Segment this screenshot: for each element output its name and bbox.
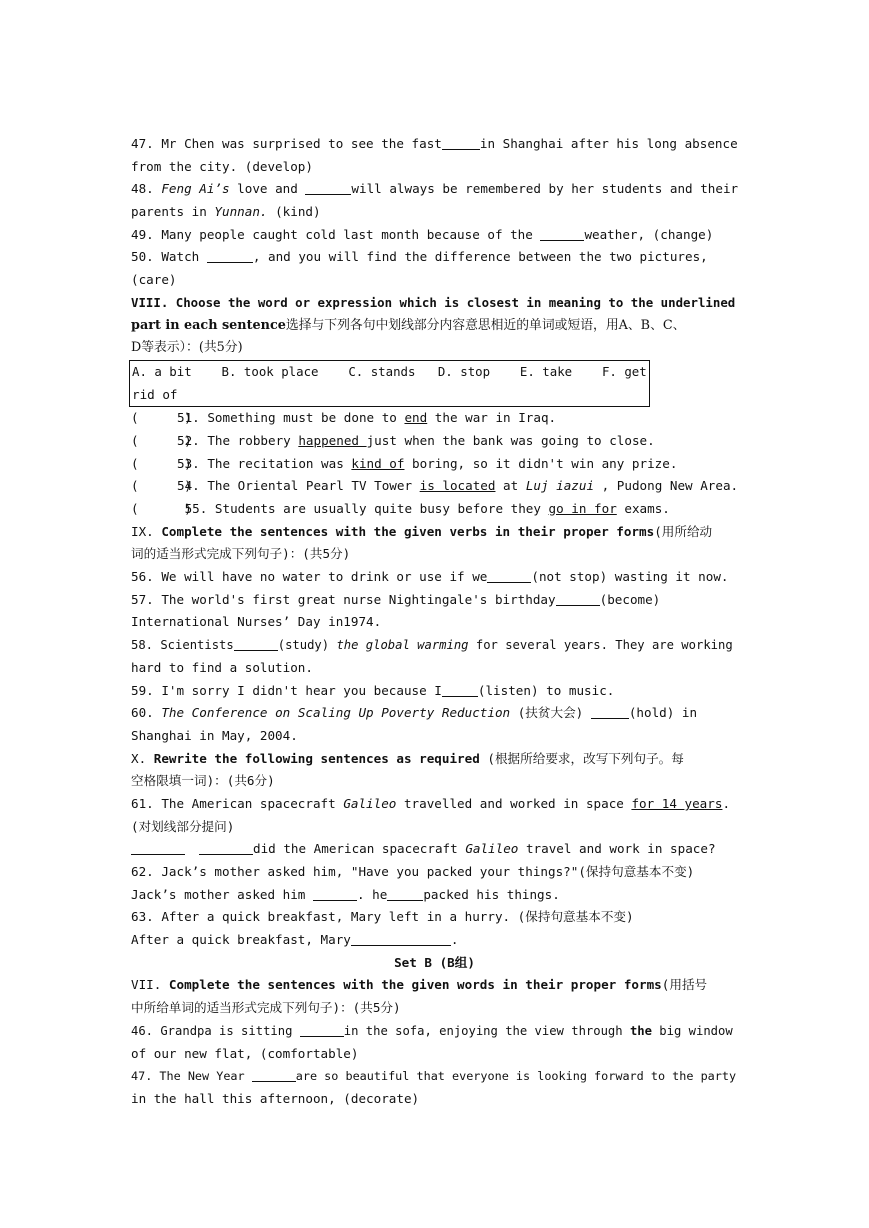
b46-line2: of our new flat, (comfortable) — [131, 1045, 359, 1061]
answer-blank[interactable] — [556, 591, 600, 606]
q47-line2: from the city. (develop) — [131, 158, 313, 174]
answer-blank[interactable] — [305, 180, 351, 195]
q61-line1: 61. The American spacecraft Galileo travelled and worked in space for 14 years. — [131, 795, 731, 811]
answer-blank[interactable] — [442, 682, 478, 697]
section-9-heading: IX. Complete the sentences with the given verbs in their proper forms(用所给动 — [131, 523, 713, 539]
answer-blank[interactable] — [591, 704, 629, 719]
answer-blank[interactable] — [351, 931, 451, 946]
section-7b-heading-line2: 中所给单词的适当形式完成下列句子)：(共5分) — [131, 1000, 401, 1016]
q61-line3: did the American spacecraft Galileo travel and work in space? — [131, 838, 738, 861]
answer-blank[interactable] — [300, 1022, 344, 1037]
q48-line2: parents in Yunnan. (kind) — [131, 204, 321, 220]
b47-line1: 47. The New Year are so beautiful that everyone is looking forward to the party — [131, 1069, 737, 1084]
q58-line1: 58. Scientists (study) the global warming for several years. They are working — [131, 638, 733, 653]
q50-line2: (care) — [131, 272, 177, 288]
options-line1: A. a bit B. took place C. stands D. stop E. take F. get — [132, 363, 647, 379]
section-10-heading: X. Rewrite the following sentences as required (根据所给要求，改写下列句子。每 — [131, 750, 684, 766]
options-box — [129, 360, 650, 407]
set-b-title: Set B (B组) — [394, 954, 475, 970]
q49-line: 49. Many people caught cold last month because of the weather, (change) — [131, 226, 714, 242]
q51-line: ( )51. Something must be done to end the war in Iraq. — [131, 407, 738, 430]
q63-line1: 63. After a quick breakfast, Mary left in a hurry. (保持句意基本不变) — [131, 909, 634, 925]
answer-paren[interactable]: ( ) — [131, 478, 192, 494]
q58-line2: hard to find a solution. — [131, 659, 313, 675]
q56-line: 56. We will have no water to drink or use if we (not stop) wasting it now. — [131, 569, 729, 585]
q52-line: ( )52. The robbery happened just when the bank was going to close. — [131, 430, 738, 453]
b46-line1: 46. Grandpa is sitting in the sofa, enjoying the view through the big window — [131, 1023, 733, 1038]
q50-line1: 50. Watch , and you will find the difference between the two pictures, — [131, 249, 708, 265]
answer-paren[interactable]: ( ) — [131, 455, 192, 471]
section-7b-heading: VII. Complete the sentences with the given words in their proper forms(用括号 — [131, 977, 708, 993]
q62-line1: 62. Jack’s mother asked him, "Have you packed your things?"(保持句意基本不变) — [131, 864, 695, 879]
b47-line2: in the hall this afternoon, (decorate) — [131, 1090, 420, 1106]
q55-line: ( ) 55. Students are usually quite busy before they go in for exams. — [131, 498, 738, 521]
answer-blank[interactable] — [442, 135, 480, 150]
answer-paren[interactable]: ( ) — [131, 501, 192, 516]
answer-blank[interactable] — [313, 886, 357, 901]
answer-paren[interactable]: ( ) — [131, 410, 192, 426]
answer-blank[interactable] — [207, 248, 253, 263]
answer-blank[interactable] — [234, 636, 278, 651]
section-10-heading-line2: 空格限填一词)：(共6分) — [131, 773, 275, 789]
answer-blank[interactable] — [487, 568, 531, 583]
options-line2: rid of — [132, 386, 178, 402]
answer-paren[interactable]: ( ) — [131, 432, 192, 448]
q62-line2: Jack’s mother asked him . he packed his things. — [131, 886, 560, 902]
answer-blank[interactable] — [252, 1067, 296, 1082]
q59-line: 59. I'm sorry I didn't hear you because I (listen) to music. — [131, 682, 615, 698]
section-8-heading-line3: D等表示）：(共5分) — [131, 340, 243, 356]
answer-blank[interactable] — [199, 840, 253, 855]
answer-blank[interactable] — [131, 840, 185, 855]
q60-line1: 60. The Conference on Scaling Up Poverty Reduction (扶贫大会) (hold) in — [131, 705, 698, 721]
section-8-heading: VIII. Choose the word or expression which is closest in meaning to the underlined — [131, 294, 736, 310]
q57-line1: 57. The world's first great nurse Nightingale's birthday (become) — [131, 591, 661, 607]
q48-line1: 48. Feng Ai’s love and will always be remembered by her students and their — [131, 181, 739, 197]
q63-line2: After a quick breakfast, Mary . — [131, 932, 459, 948]
q57-line2: International Nurses’ Day in1974. — [131, 614, 382, 630]
answer-blank[interactable] — [387, 886, 423, 901]
worksheet — [131, 133, 738, 1111]
q54-line: ( )54. The Oriental Pearl TV Tower is located at Luj iazui , Pudong New Area. — [131, 475, 738, 498]
q60-line2: Shanghai in May, 2004. — [131, 727, 298, 743]
q61-line2: (对划线部分提问) — [131, 818, 235, 834]
section-8-heading-line2: part in each sentence选择与下列各句中划线部分内容意思相近的单词或短语，用A、B、C、 — [131, 317, 686, 333]
section-9-heading-line2: 词的适当形式完成下列句子)：(共5分) — [131, 546, 351, 562]
q53-line: ( )53. The recitation was kind of boring, so it didn't win any prize. — [131, 453, 738, 476]
answer-blank[interactable] — [540, 226, 584, 241]
q47-line1: 47. Mr Chen was surprised to see the fast in Shanghai after his long absence — [131, 136, 738, 151]
